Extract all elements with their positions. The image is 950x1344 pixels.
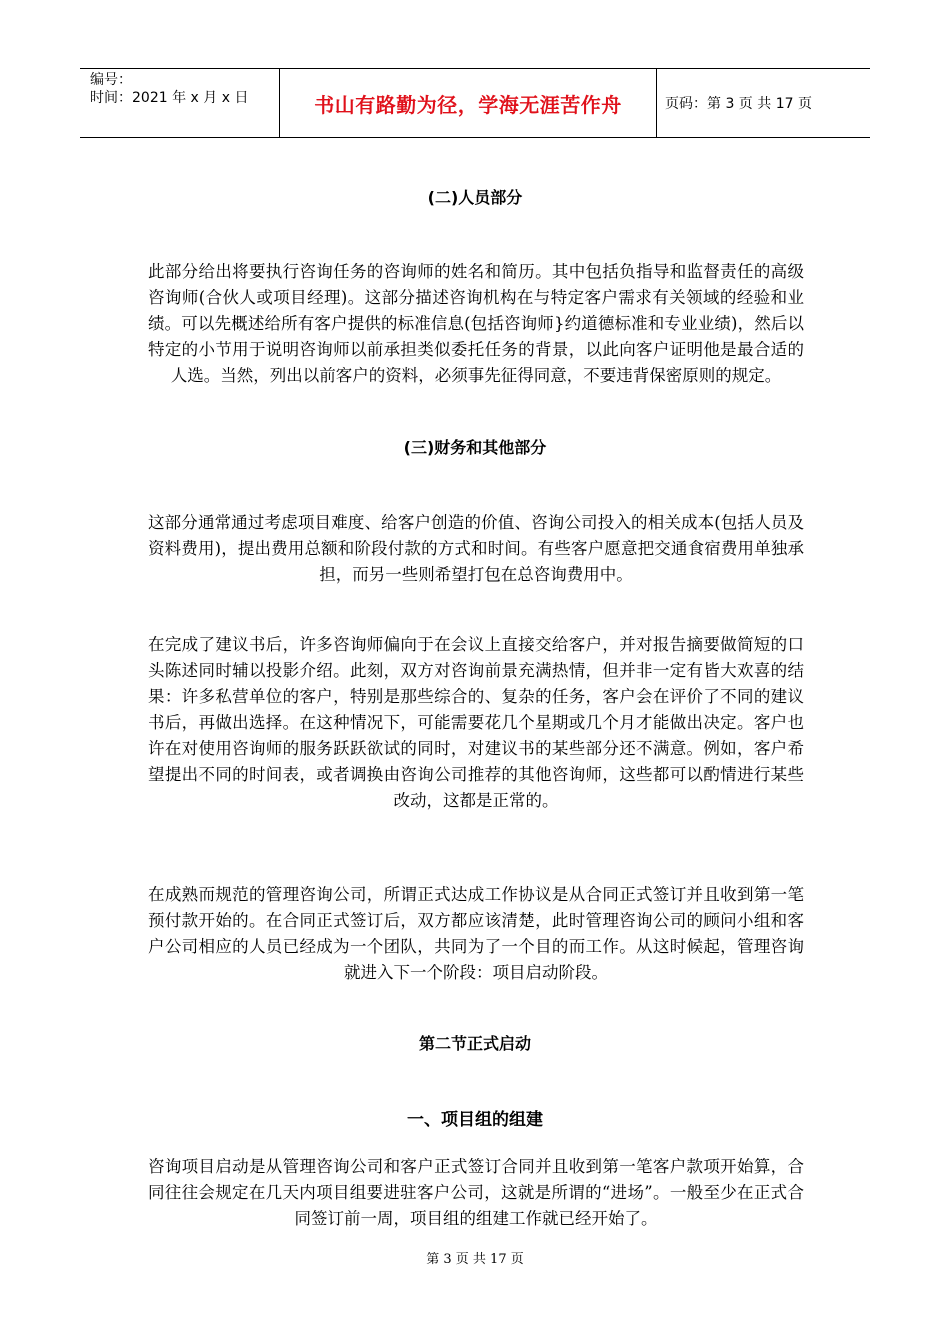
paragraph-team-building: 咨询项目启动是从管理咨询公司和客户正式签订合同并且收到第一笔客户款项开始算，合同往往会规定在几天内项目组要进驻客户公司，这就是所谓的“进场”。一般至少在正式合同签订前一周，项目组的组建工作就已经开始了。 — [148, 1157, 804, 1228]
heading-team-building: 一、项目组的组建 — [407, 1110, 543, 1130]
header-motto: 书山有路勤为径，学海无涯苦作舟 — [280, 69, 657, 137]
paragraph-finance: 这部分通常通过考虑项目难度、给客户创造的价值、咨询公司投入的相关成本(包括人员及资料费用)，提出费用总额和阶段付款的方式和时间。有些客户愿意把交通食宿费用单独承担，而另一些则希望打包在总咨询费用中。 — [148, 513, 804, 584]
number-label: 编号： — [90, 72, 132, 88]
page-header — [80, 68, 870, 138]
header-page-info: 页码：第 3 页 共 17 页 — [665, 96, 812, 112]
page-footer: 第 3 页 共 17 页 — [426, 1252, 524, 1267]
heading-personnel: (二)人员部分 — [427, 188, 523, 207]
paragraph-after-proposal: 在完成了建议书后，许多咨询师偏向于在会议上直接交给客户，并对报告摘要做简短的口头陈述同时辅以投影介绍。此刻，双方对咨询前景充满热情，但并非一定有皆大欢喜的结果：许多私营单位的客户，特别是那些综合的、复杂的任务，客户会在评价了不同的建议书后，再做出选择。在这种情况下，可能需要花几个星期或几个月才能做出决定。客户也许在对使用咨询师的服务跃跃欲试的同时，对建议书的某些部分还不满意。例如，客户希望提出不同的时间表，或者调换由咨询公司推荐的其他咨询师，这些都可以酌情进行某些改动，这都是正常的。 — [148, 635, 804, 810]
time-label: 时间：2021 年 x 月 x 日 — [90, 90, 249, 106]
paragraph-personnel: 此部分给出将要执行咨询任务的咨询师的姓名和简历。其中包括负指导和监督责任的高级咨询师(合伙人或项目经理)。这部分描述咨询机构在与特定客户需求有关领域的经验和业绩。可以先概述给所有客户提供的标准信息(包括咨询师}约道德标准和专业业绩)，然后以特定的小节用于说明咨询师以前承担类似委托任务的背景，以此向客户证明他是最合适的人选。当然，列出以前客户的资料，必须事先征得同意，不要违背保密原则的规定。 — [148, 262, 804, 385]
paragraph-mature-firms: 在成熟而规范的管理咨询公司，所谓正式达成工作协议是从合同正式签订并且收到第一笔预付款开始的。在合同正式签订后，双方都应该清楚，此时管理咨询公司的顾问小组和客户公司相应的人员已经成为一个团队，共同为了一个目的而工作。从这时候起，管理咨询就进入下一个阶段：项目启动阶段。 — [148, 885, 804, 982]
heading-finance: (三)财务和其他部分 — [403, 438, 547, 457]
heading-section-2: 第二节正式启动 — [418, 1034, 531, 1053]
header-meta — [80, 69, 280, 137]
